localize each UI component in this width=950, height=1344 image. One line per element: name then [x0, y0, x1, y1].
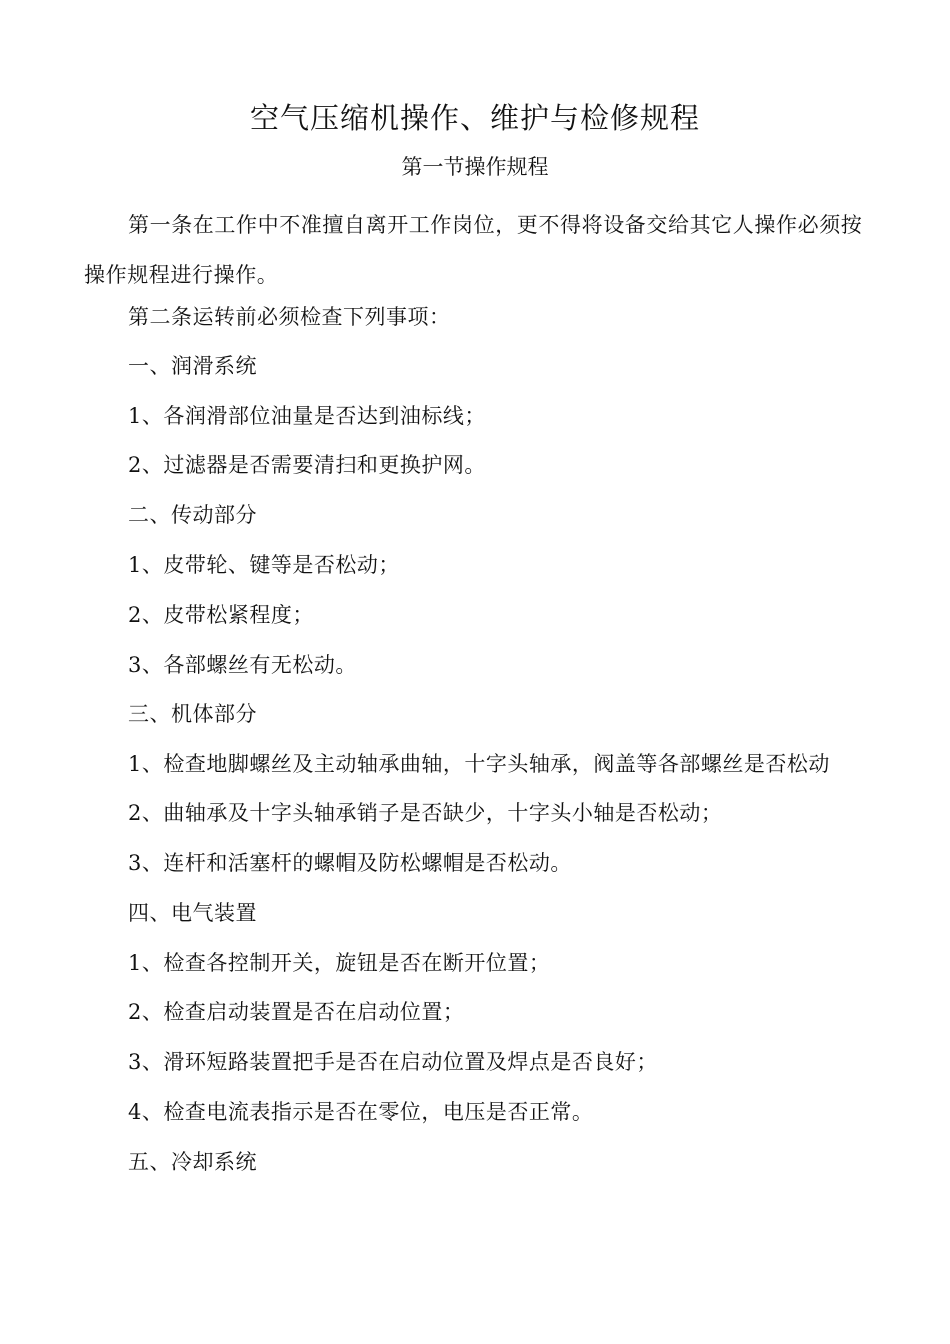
list-item: 2、曲轴承及十字头轴承销子是否缺少，十字头小轴是否松动； [128, 801, 723, 825]
article-1-paragraph: 第一条在工作中不准擅自离开工作岗位，更不得将设备交给其它人操作必须按操作规程进行操作。 [84, 213, 863, 287]
article-2-line: 第二条运转前必须检查下列事项： [128, 305, 451, 329]
heading-electrical: 四、电气装置 [128, 901, 257, 925]
heading-lubrication-system: 一、润滑系统 [128, 354, 257, 378]
section-heading: 第一节操作规程 [401, 155, 549, 179]
list-item: 1、检查各控制开关，旋钮是否在断开位置； [128, 951, 551, 975]
list-item: 3、各部螺丝有无松动。 [128, 653, 357, 677]
list-item: 2、过滤器是否需要清扫和更换护网。 [128, 453, 486, 477]
heading-machine-body: 三、机体部分 [128, 702, 257, 726]
heading-cooling-system: 五、冷却系统 [128, 1150, 257, 1174]
list-item: 4、检查电流表指示是否在零位，电压是否正常。 [128, 1100, 594, 1124]
document-title: 空气压缩机操作、维护与检修规程 [249, 101, 700, 135]
list-item: 2、皮带松紧程度； [128, 603, 314, 627]
list-item: 3、连杆和活塞杆的螺帽及防松螺帽是否松动。 [128, 851, 572, 875]
list-item: 1、检查地脚螺丝及主动轴承曲轴，十字头轴承，阀盖等各部螺丝是否松动 [128, 752, 830, 776]
list-item: 1、皮带轮、键等是否松动； [128, 553, 400, 577]
heading-transmission: 二、传动部分 [128, 503, 257, 527]
list-item: 2、检查启动装置是否在启动位置； [128, 1000, 465, 1024]
list-item: 3、滑环短路装置把手是否在启动位置及焊点是否良好； [128, 1050, 658, 1074]
list-item: 1、各润滑部位油量是否达到油标线； [128, 404, 486, 428]
